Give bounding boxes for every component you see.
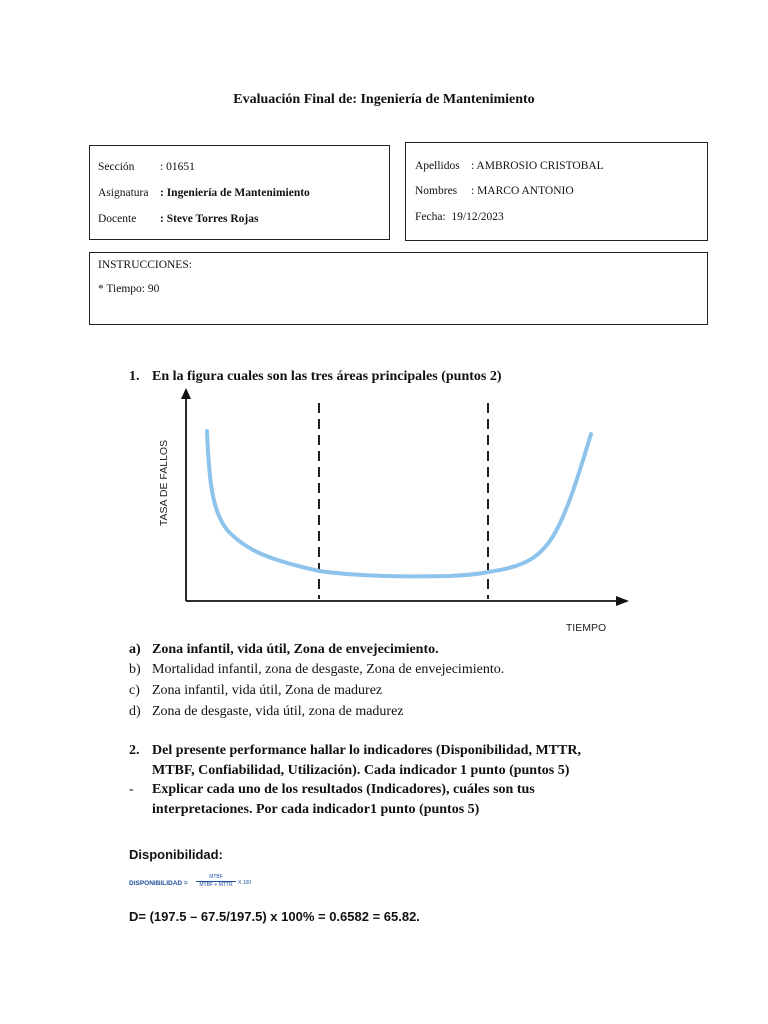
page-title: Evaluación Final de: Ingeniería de Mantenimiento xyxy=(233,92,535,107)
apellidos-row xyxy=(415,160,604,172)
question-2-number: 2. xyxy=(129,743,140,758)
x-axis-label: TIEMPO xyxy=(565,622,607,634)
failure-rate-curve xyxy=(207,431,591,576)
x-axis-arrow xyxy=(616,596,629,606)
option-a xyxy=(129,640,439,660)
fecha-row xyxy=(415,211,504,223)
y-axis-label: TASA DE FALLOS xyxy=(158,439,170,527)
docente-value: : Steve Torres Rojas xyxy=(160,213,259,225)
nombres-row xyxy=(415,185,574,197)
nombres-value: : MARCO ANTONIO xyxy=(471,185,574,197)
question-2-dash: - xyxy=(129,782,134,797)
option-c-letter: c) xyxy=(129,683,140,698)
question-2-sub-2: interpretaciones. Por cada indicador1 punto (puntos 5) xyxy=(152,802,480,817)
option-c-text: Zona infantil, vida útil, Zona de madurez xyxy=(152,683,383,698)
docente-row xyxy=(98,213,259,225)
apellidos-value: : AMBROSIO CRISTOBAL xyxy=(471,160,604,172)
option-b-text: Mortalidad infantil, zona de desgaste, Zona de envejecimiento. xyxy=(152,662,505,677)
instructions-title: INSTRUCCIONES: xyxy=(98,259,192,271)
y-axis-arrow xyxy=(181,388,191,399)
course-info-box xyxy=(89,145,390,240)
option-c xyxy=(129,681,383,701)
formula-lhs: DISPONIBILIDAD = xyxy=(129,880,188,887)
question-2-sub-1: Explicar cada uno de los resultados (Indicadores), cuáles son tus xyxy=(152,782,535,797)
asignatura-label: Asignatura xyxy=(98,187,149,199)
instructions-box xyxy=(89,252,708,325)
option-d-text: Zona de desgaste, vida útil, zona de madurez xyxy=(152,704,404,719)
fecha-label: Fecha: xyxy=(415,211,446,223)
student-info-box xyxy=(405,142,708,241)
option-b xyxy=(129,660,505,680)
formula-numerator: MTBF xyxy=(196,874,236,882)
answer-heading: Disponibilidad: xyxy=(129,847,223,862)
option-d-letter: d) xyxy=(129,704,141,719)
question-1-text: En la figura cuales son las tres áreas principales (puntos 2) xyxy=(152,369,502,384)
option-a-text: Zona infantil, vida útil, Zona de envejecimiento. xyxy=(152,642,439,657)
bathtub-curve-figure xyxy=(150,385,640,640)
seccion-row xyxy=(98,161,195,173)
asignatura-value: : Ingeniería de Mantenimiento xyxy=(160,187,310,199)
question-2-line-2: MTBF, Confiabilidad, Utilización). Cada indicador 1 punto (puntos 5) xyxy=(152,763,570,778)
formula-multiplier: X 100 xyxy=(238,880,252,886)
question-2-line-1: Del presente performance hallar lo indicadores (Disponibilidad, MTTR, xyxy=(152,743,581,758)
asignatura-row xyxy=(98,187,310,199)
nombres-label: Nombres xyxy=(415,185,458,197)
option-d xyxy=(129,702,404,722)
option-a-letter: a) xyxy=(129,642,141,657)
apellidos-label: Apellidos xyxy=(415,160,460,172)
seccion-value: : 01651 xyxy=(160,161,195,173)
seccion-label: Sección xyxy=(98,161,135,173)
option-b-letter: b) xyxy=(129,662,141,677)
instructions-time: * Tiempo: 90 xyxy=(98,283,160,295)
fecha-value: 19/12/2023 xyxy=(451,211,504,223)
question-1-number: 1. xyxy=(129,369,140,384)
docente-label: Docente xyxy=(98,213,137,225)
formula-denominator: MTBF + MTTR xyxy=(199,882,233,888)
availability-calculation: D= (197.5 – 67.5/197.5) x 100% = 0.6582 = 65.82. xyxy=(129,909,420,924)
